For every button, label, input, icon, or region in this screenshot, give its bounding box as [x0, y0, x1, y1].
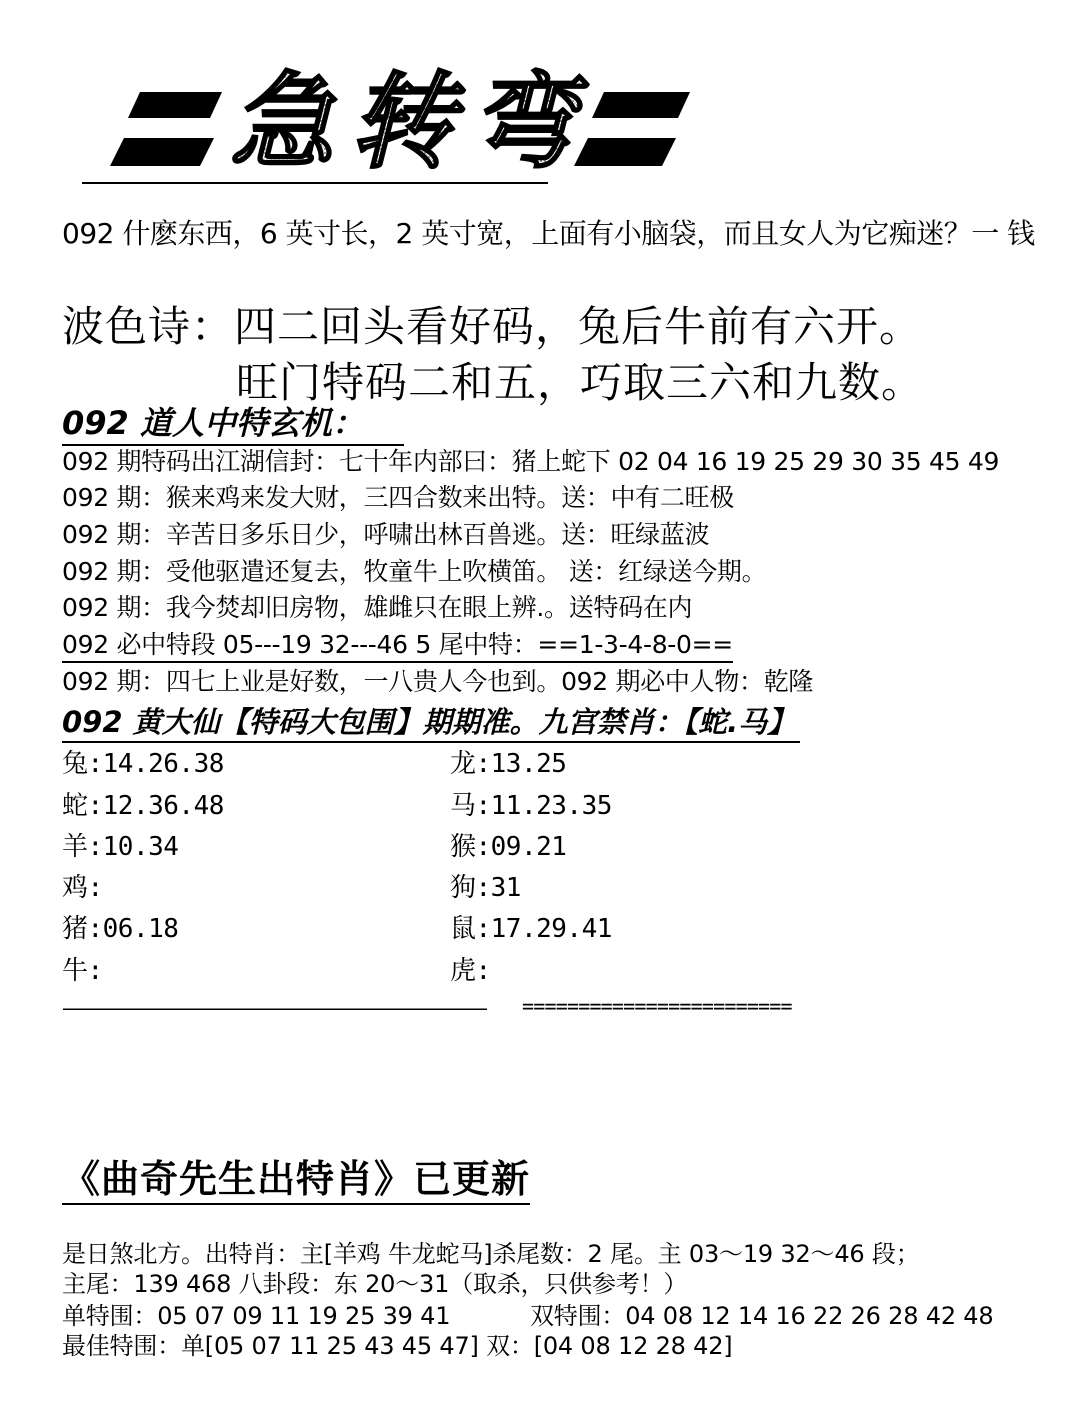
poem-line-1: 波色诗：四二回头看好码，兔后牛前有六开。 — [62, 302, 923, 351]
daoren-line: 092 期：辛苦日多乐日少，呼啸出林百兽逃。送：旺绿蓝波 — [62, 520, 710, 549]
banner-left-stripes — [110, 92, 222, 166]
poem-line-2: 旺门特码二和五，巧取三六和九数。 — [236, 358, 925, 407]
bottom-line: 最佳特围：单[05 07 11 25 43 45 47] 双：[04 08 12 28 42] — [62, 1332, 733, 1360]
zodiac-left-item: 牛: — [62, 956, 103, 986]
daoren-title: 092 道人中特玄机： — [62, 398, 404, 446]
zodiac-right-item: 猴:09.21 — [450, 832, 567, 862]
zodiac-right-item: 马:11.23.35 — [450, 791, 612, 821]
banner-title: 急转弯 — [230, 60, 591, 183]
daoren-line-bidan: 092 必中特段 05---19 32---46 5 尾中特：==1-3-4-8-0== — [62, 625, 733, 663]
zodiac-left-item: 鸡: — [62, 873, 103, 903]
cookie-title: 《曲奇先生出特肖》已更新 — [62, 1148, 530, 1205]
banner — [0, 0, 1080, 200]
zodiac-left-item: 蛇:12.36.48 — [62, 791, 224, 821]
divider-dash: —————————————————————————————— — [62, 998, 482, 1018]
zodiac-right-item: 虎: — [450, 956, 491, 986]
daoren-line: 092 期：猴来鸡来发大财，三四合数来出特。送：中有二旺极 — [62, 483, 734, 512]
bottom-line: 是日煞北方。出特肖：主[羊鸡 牛龙蛇马]杀尾数：2 尾。主 03～19 32～46 段； — [62, 1240, 920, 1268]
zodiac-left-item: 羊:10.34 — [62, 832, 179, 862]
huangdaxian-title: 092 黄大仙【特码大包围】期期准。九宫禁肖：【蛇.马】 — [62, 700, 800, 743]
cutoff-text-fragment — [296, 1216, 752, 1224]
bottom-line-shuang: 双特围：04 08 12 14 16 22 26 28 42 48 — [530, 1302, 994, 1330]
riddle-text: 092 什麽东西，6 英寸长，2 英寸宽，上面有小脑袋，而且女人为它痴迷？一 钱 — [62, 217, 1035, 250]
zodiac-left-item: 兔:14.26.38 — [62, 749, 224, 779]
bottom-line: 主尾：139 468 八卦段：东 20～31（取杀，只供参考！） — [62, 1270, 688, 1298]
zodiac-left-item: 猪:06.18 — [62, 914, 179, 944]
zodiac-right-item: 鼠:17.29.41 — [450, 914, 612, 944]
daoren-line: 092 期：四七上业是好数，一八贵人今也到。092 期必中人物：乾隆 — [62, 667, 814, 696]
divider-equals: ======================== — [522, 996, 792, 1016]
banner-right-stripes — [574, 92, 690, 166]
zodiac-right-item: 龙:13.25 — [450, 749, 567, 779]
daoren-line: 092 期：受他驱遣还复去，牧童牛上吹横笛。 送：红绿送今期。 — [62, 557, 767, 586]
zodiac-right-item: 狗:31 — [450, 873, 521, 903]
daoren-line: 092 期特码出江湖信封：七十年内部曰：猪上蛇下 02 04 16 19 25 29 30 35 45 49 — [62, 447, 1000, 476]
daoren-line: 092 期：我今焚却旧房物，雄雌只在眼上辨.。送特码在内 — [62, 593, 693, 622]
bottom-line-dan: 单特围：05 07 09 11 19 25 39 41 — [62, 1302, 451, 1330]
